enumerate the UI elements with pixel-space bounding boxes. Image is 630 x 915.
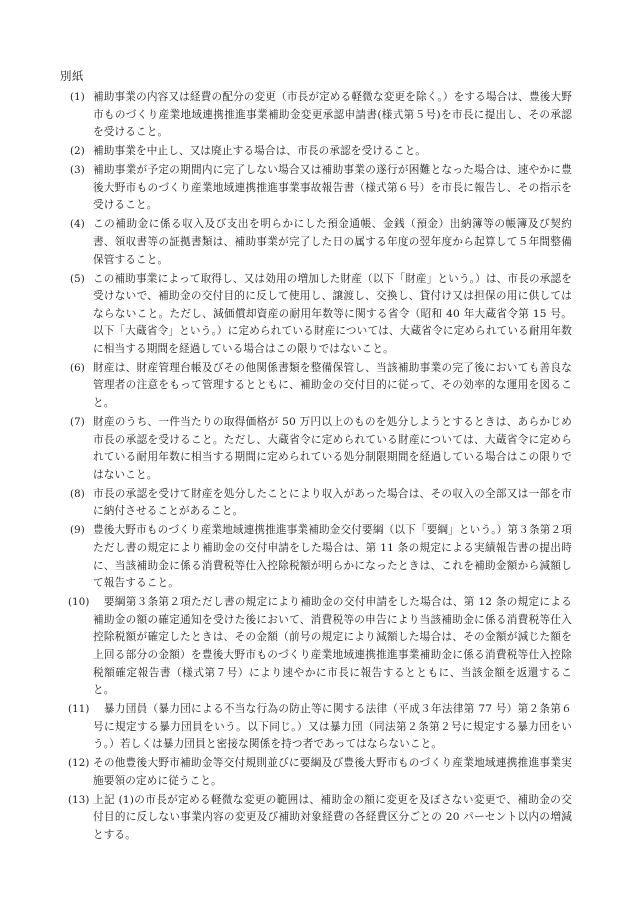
item-number: (1) xyxy=(70,92,85,103)
list-item xyxy=(58,414,572,484)
item-number: (12) xyxy=(68,758,90,770)
item-text: 補助事業が予定の期間内に完了しない場合又は補助事業の遂行が困難となった場合は、速やかに豊後大野市ものづくり産業地域連携推進事業事故報告書（様式第６号）を市長に報告し、その指示を受けること。 xyxy=(93,164,572,212)
list-item xyxy=(58,522,572,592)
item-text: 財産のうち、一件当たりの取得価格が 50 万円以上のものを処分しようとするときは、あらかじめ市長の承認を受けること。ただし、大蔵省令に定められている財産については、大蔵省令に定められている耐用年数に相当する期間に定められている処分制限期間を経過している場合はこの限りではないこと。 xyxy=(93,416,572,481)
document-title: 別紙 xyxy=(60,69,84,83)
list-item xyxy=(58,360,572,413)
item-text: 補助事業の内容又は経費の配分の変更（市長が定める軽微な変更を除く。）をする場合は、豊後大野市ものづくり産業地域連携推進事業補助金変更承認申請書(様式第５号)を市長に提出し、その承認を受けること。 xyxy=(93,91,572,139)
item-text: 市長の承認を受けて財産を処分したことにより収入があった場合は、その収入の全部又は一部を市に納付させることがあること。 xyxy=(93,487,572,518)
item-number: (13) xyxy=(68,794,90,806)
list-item xyxy=(58,143,572,161)
item-number: (11) xyxy=(68,704,90,716)
item-number: (4) xyxy=(70,219,85,231)
item-number: (8) xyxy=(70,488,85,500)
item-number: (9) xyxy=(70,525,85,537)
list-item xyxy=(58,216,572,269)
list-item xyxy=(58,755,572,790)
item-text: 暴力団員（暴力団による不当な行為の防止等に関する法律（平成３年法律第 77 号）第２条第６号に規定する暴力団員をいう。以下同じ。）又は暴力団（同法第２条第２号に規定する暴力団をいう。）若しくは暴力団員と密接な関係を持つ者であってはならないこと。 xyxy=(93,703,572,751)
item-number: (5) xyxy=(70,273,85,285)
item-number: (7) xyxy=(70,417,85,429)
list-item xyxy=(58,271,572,359)
item-text: 上記 (1)の市長が定める軽微な変更の範囲は、補助金の額に変更を及ぼさない変更で、補助金の交付目的に反しない事業内容の変更及び補助対象経費の各経費区分ごとの 20 パーセント以内の増減とする。 xyxy=(93,793,572,842)
item-number: (6) xyxy=(70,362,85,374)
conditions-list xyxy=(58,89,572,845)
item-text: 財産は、財産管理台帳及びその他関係書類を整備保管し、当該補助事業の完了後においても善良な管理者の注意をもって管理するとともに、補助金の交付目的に従って、その効率的な運用を図ること。 xyxy=(93,361,572,410)
item-text: この補助事業によって取得し、又は効用の増加した財産（以下「財産」という。）は、市長の承認を受けないで、補助金の交付目的に反して使用し、譲渡し、交換し、貸付け又は担保の用に供してはならないこと。ただし、減価償却資産の耐用年数等に関する省令（昭和 40 年大蔵省令第 15 号。以下「大蔵省令」という。）に定められている財産については、大蔵省令に定められている耐用年数に相当する期間を経過している場合はこの限りではないこと。 xyxy=(93,272,572,355)
item-number: (3) xyxy=(70,165,85,177)
list-item xyxy=(58,162,572,215)
list-item xyxy=(58,486,572,521)
list-item xyxy=(58,594,572,700)
item-text: 補助事業を中止し、又は廃止する場合は、市長の承認を受けること。 xyxy=(93,145,427,158)
item-number: (2) xyxy=(70,146,85,158)
item-text: その他豊後大野市補助金等交付規則並びに要綱及び豊後大野市ものづくり産業地域連携推進事業実施要領の定めに従うこと。 xyxy=(93,757,572,787)
list-item xyxy=(58,792,572,845)
item-number: (10) xyxy=(68,597,90,609)
item-text: 要綱第３条第２項ただし書の規定により補助金の交付申請をした場合は、第 12 条の規定による補助金の額の確定通知を受けた後において、消費税等の申告により当該補助金に係る消費税等仕入控除税額が確定したときは、その金額（前号の規定により減額した場合は、その金額が減じた額を上回る部分の金額）を豊後大野市ものづくり産業地域連携推進事業補助金に係る消費税等仕入控除税額確定報告書（様式第７号）により速やかに市長に報告するとともに、当該金額を返還すること。 xyxy=(93,596,572,697)
item-text: この補助金に係る収入及び支出を明らかにした預金通帳、金銭（預金）出納簿等の帳簿及び契約書、領収書等の証拠書類は、補助事業が完了した日の属する年度の翌年度から起算して５年間整備保管すること。 xyxy=(93,218,572,266)
list-item xyxy=(58,89,572,142)
list-item xyxy=(58,701,572,754)
item-text: 豊後大野市ものづくり産業地域連携推進事業補助金交付要綱（以下「要綱」という。）第３条第２項ただし書の規定により補助金の交付申請をした場合は、第 11 条の規定による実績報告書の提出時に、当該補助金に係る消費税等仕入控除税額が明らかになったときは、これを補助金額から減額して報告すること。 xyxy=(93,524,572,590)
